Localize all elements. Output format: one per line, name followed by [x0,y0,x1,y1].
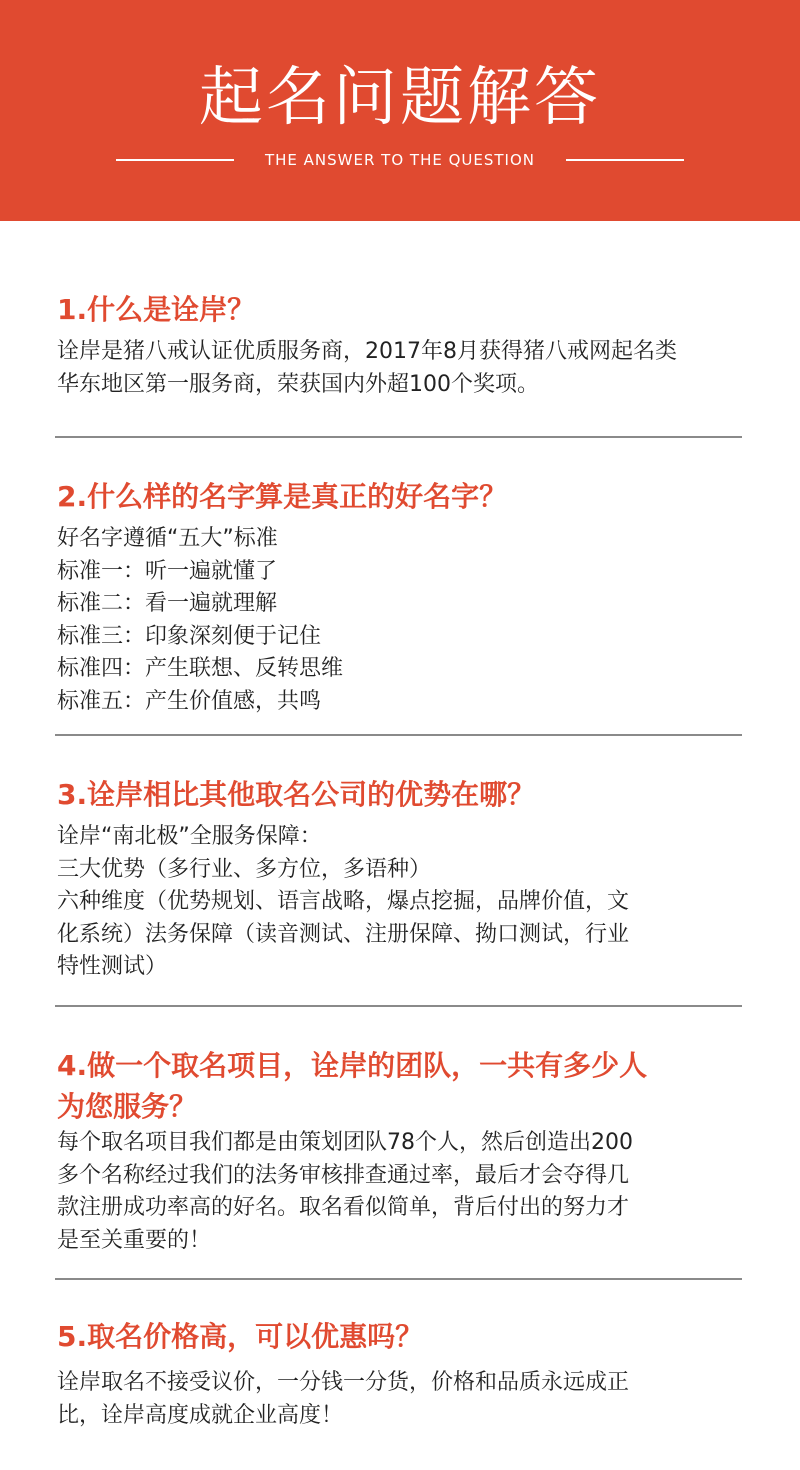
page-title: 起名问题解答 [199,61,601,135]
answer-block [57,1367,757,1432]
qa-item-2 [57,476,757,719]
question-title: 5.取名价格高，可以优惠吗？ [57,1320,424,1353]
answer-line: 每个取名项目我们都是由策划团队78个人，然后创造出200 [57,1130,633,1155]
answer-line: 诠岸取名不接受议价，一分钱一分货，价格和品质永远成正 [57,1370,630,1395]
section-divider [55,1005,742,1007]
answer-line: 标准四：产生联想、反转思维 [57,656,344,682]
answer-block [57,523,757,719]
header-right-line [566,159,684,161]
qa-item-4 [57,1045,757,1257]
answer-line: 多个名称经过我们的法务审核排查通过率，最后才会夺得几 [57,1162,630,1188]
question-title-line: 为您服务？ [57,1090,198,1123]
answer-line: 诠岸是猪八戒认证优质服务商，2017年8月获得猪八戒网起名类 [57,339,677,364]
answer-block [57,336,757,401]
answer-line: 诠岸“南北极”全服务保障： [57,824,322,849]
answer-line: 标准一：听一遍就懂了 [57,558,278,584]
answer-line: 化系统）法务保障（读音测试、注册保障、拗口测试，行业 [57,921,630,947]
header-left-line [116,159,234,161]
answer-line: 特性测试） [57,954,168,980]
section-divider [55,734,742,736]
header-subtitle-row [116,148,684,172]
qa-item-1 [57,289,757,401]
answer-line: 标准五：产生价值感，共鸣 [57,688,322,714]
qa-item-5 [57,1316,757,1432]
qa-item-3 [57,774,757,984]
question-title: 2.什么样的名字算是真正的好名字？ [57,480,508,513]
answer-block [57,821,757,984]
answer-line: 好名字遵循“五大”标准 [57,526,278,551]
answer-line: 标准二：看一遍就理解 [57,591,278,617]
answer-line: 比，诠岸高度成就企业高度！ [57,1402,344,1428]
question-title: 1.什么是诠岸？ [57,293,256,326]
answer-line: 标准三：印象深刻便于记住 [57,623,322,649]
header-banner [0,0,800,221]
page-subtitle: THE ANSWER TO THE QUESTION [264,151,535,169]
question-title-line: 4.做一个取名项目，诠岸的团队，一共有多少人 [57,1049,648,1082]
answer-line: 是至关重要的！ [57,1227,212,1253]
question-title: 3.诠岸相比其他取名公司的优势在哪？ [57,778,536,811]
answer-line: 华东地区第一服务商，荣获国内外超100个奖项。 [57,371,539,397]
section-divider [55,1278,742,1280]
answer-block [57,1127,757,1257]
answer-line: 款注册成功率高的好名。取名看似简单，背后付出的努力才 [57,1195,630,1221]
section-divider [55,436,742,438]
answer-line: 六种维度（优势规划、语言战略，爆点挖掘，品牌价值，文 [57,889,630,915]
answer-line: 三大优势（多行业、多方位，多语种） [57,856,432,882]
